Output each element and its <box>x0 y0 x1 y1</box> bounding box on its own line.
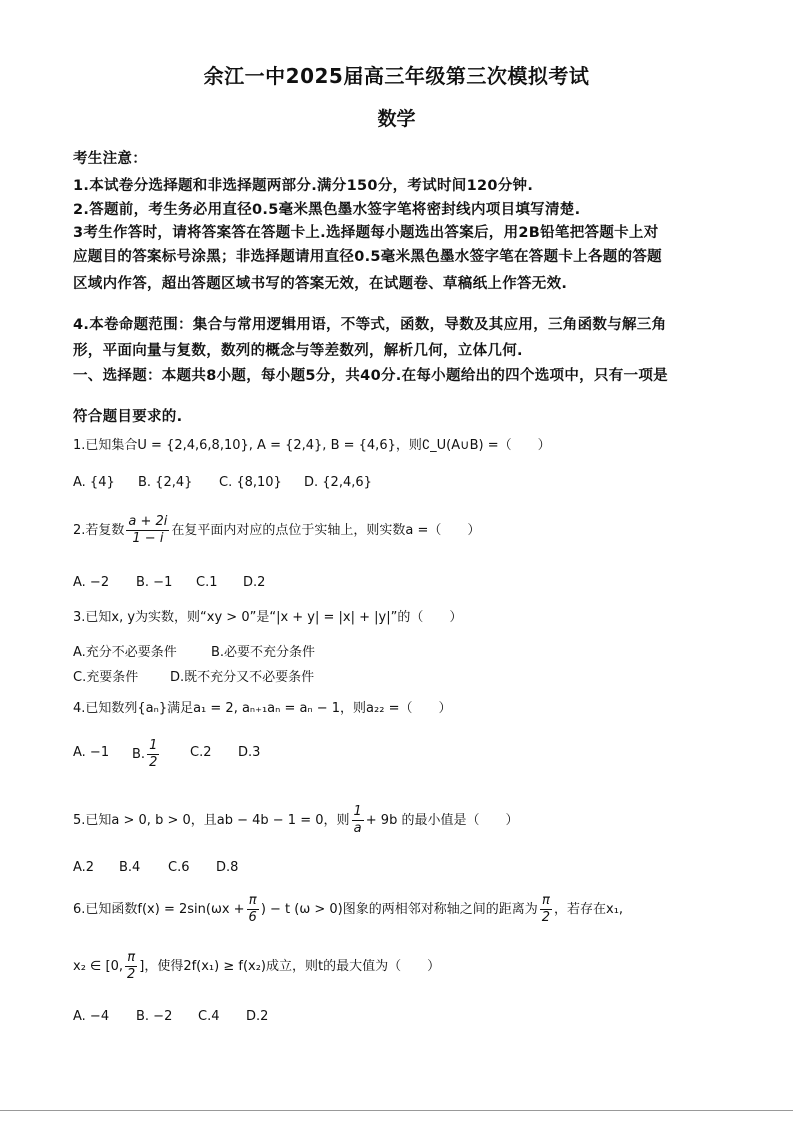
q5-frac-num: 1 <box>353 804 362 819</box>
q5-stem-post: + 9b 的最小值是（ ） <box>365 813 519 828</box>
q4-option-c[interactable]: C.2 <box>190 745 212 760</box>
notice-line-3: 3考生作答时，请将答案答在答题卡上.选择题每小题选出答案后，用2B铅笔把答题卡上对 <box>73 225 659 241</box>
q1-option-d[interactable]: D. {2,4,6} <box>304 475 372 490</box>
q4-option-d[interactable]: D.3 <box>238 745 261 760</box>
q6-line1-pre: 6.已知函数f(x) = 2sin(ωx + <box>73 902 245 917</box>
q5-option-a[interactable]: A.2 <box>73 860 95 875</box>
q3-option-a[interactable]: A.充分不必要条件 <box>73 645 177 660</box>
q6-option-b[interactable]: B. −2 <box>136 1009 173 1024</box>
q6-frac2-num: π <box>540 893 552 910</box>
q6-frac3-num: π <box>125 950 137 967</box>
q1-option-b[interactable]: B. {2,4} <box>138 475 193 490</box>
q4-option-b-fraction <box>147 738 159 771</box>
notice-line-5: 区域内作答，超出答题区域书写的答案无效，在试题卷、草稿纸上作答无效. <box>73 276 568 292</box>
q6-frac1-num: π <box>247 893 259 910</box>
q2-stem-pre: 2.若复数 <box>73 523 125 538</box>
q2-fraction <box>126 514 169 547</box>
exam-title: 余江一中2025届高三年级第三次模拟考试 <box>203 64 590 88</box>
q2-option-d[interactable]: D.2 <box>243 575 266 590</box>
question-4-stem: 4.已知数列{aₙ}满足a₁ = 2, aₙ₊₁aₙ = aₙ − 1，则a₂₂ =（ ） <box>73 701 452 716</box>
notice-line-2: 2.答题前，考生务必用直径0.5毫米黑色墨水签字笔将密封线内项目填写清楚. <box>73 202 581 218</box>
q2-frac-num: a + 2i <box>128 514 168 529</box>
q6-fraction-2 <box>540 893 552 926</box>
question-5-stem <box>73 804 733 837</box>
question-6-stem-line2 <box>73 950 733 983</box>
q5-option-d[interactable]: D.8 <box>216 860 239 875</box>
q4-option-b[interactable] <box>132 738 161 771</box>
q4-optb-num: 1 <box>149 738 158 753</box>
q5-stem-pre: 5.已知a > 0, b > 0，且ab − 4b − 1 = 0，则 <box>73 813 350 828</box>
q6-fraction-3 <box>125 950 137 983</box>
q5-option-b[interactable]: B.4 <box>119 860 141 875</box>
q6-line2-post: ]，使得2f(x₁) ≥ f(x₂)成立，则t的最大值为（ ） <box>139 959 441 974</box>
q6-frac3-den: 2 <box>126 967 136 982</box>
q5-fraction <box>352 804 364 837</box>
q6-option-d[interactable]: D.2 <box>246 1009 269 1024</box>
notice-line-7: 形，平面向量与复数，数列的概念与等差数列，解析几何，立体几何. <box>73 343 523 359</box>
q2-option-c[interactable]: C.1 <box>196 575 218 590</box>
q4-option-a[interactable]: A. −1 <box>73 745 110 760</box>
q6-option-c[interactable]: C.4 <box>198 1009 220 1024</box>
notice-line-4: 应题目的答案标号涂黑；非选择题请用直径0.5毫米黑色墨水签字笔在答题卡上各题的答题 <box>73 249 662 265</box>
section-heading: 一、选择题：本题共8小题，每小题5分，共40分.在每小题给出的四个选项中，只有一项是 <box>73 368 668 384</box>
q5-option-c[interactable]: C.6 <box>168 860 190 875</box>
subject-title: 数学 <box>377 108 416 130</box>
q6-line1-mid: ) − t (ω > 0)图象的两相邻对称轴之间的距离为 <box>260 902 538 917</box>
q4-optb-den: 2 <box>149 755 158 770</box>
q3-option-d[interactable]: D.既不充分又不必要条件 <box>170 670 315 685</box>
q1-option-c[interactable]: C. {8,10} <box>219 475 282 490</box>
question-3-stem: 3.已知x, y为实数，则“xy > 0”是“|x + y| = |x| + |y|”的（ ） <box>73 610 463 625</box>
q6-option-a[interactable]: A. −4 <box>73 1009 110 1024</box>
q6-line1-post: ，若存在x₁, <box>554 902 624 917</box>
q6-fraction-1 <box>247 893 259 926</box>
q6-frac2-den: 2 <box>541 910 551 925</box>
question-1-stem: 1.已知集合U = {2,4,6,8,10}, A = {2,4}, B = {4,6}，则∁_U(A∪B) =（ ） <box>73 438 551 453</box>
q6-frac1-den: 6 <box>248 910 257 925</box>
page-bottom-divider <box>0 1110 793 1111</box>
notice-line-1: 1.本试卷分选择题和非选择题两部分.满分150分，考试时间120分钟. <box>73 178 534 194</box>
q2-option-b[interactable]: B. −1 <box>136 575 173 590</box>
question-2-stem <box>73 514 733 547</box>
notice-heading: 考生注意： <box>73 151 147 167</box>
q3-option-c[interactable]: C.充要条件 <box>73 670 139 685</box>
q2-frac-den: 1 − i <box>132 531 164 546</box>
q2-option-a[interactable]: A. −2 <box>73 575 110 590</box>
q2-stem-post: 在复平面内对应的点位于实轴上，则实数a =（ ） <box>171 523 481 538</box>
q1-option-a[interactable]: A. {4} <box>73 475 115 490</box>
q4-option-b-label: B. <box>132 747 146 762</box>
q6-line2-pre: x₂ ∈ [0, <box>73 959 123 974</box>
question-6-stem-line1 <box>73 893 733 926</box>
notice-line-6: 4.本卷命题范围：集合与常用逻辑用语，不等式，函数，导数及其应用，三角函数与解三角 <box>73 317 667 333</box>
q5-frac-den: a <box>353 821 362 836</box>
section-heading-cont: 符合题目要求的. <box>73 409 183 425</box>
q3-option-b[interactable]: B.必要不充分条件 <box>211 645 316 660</box>
